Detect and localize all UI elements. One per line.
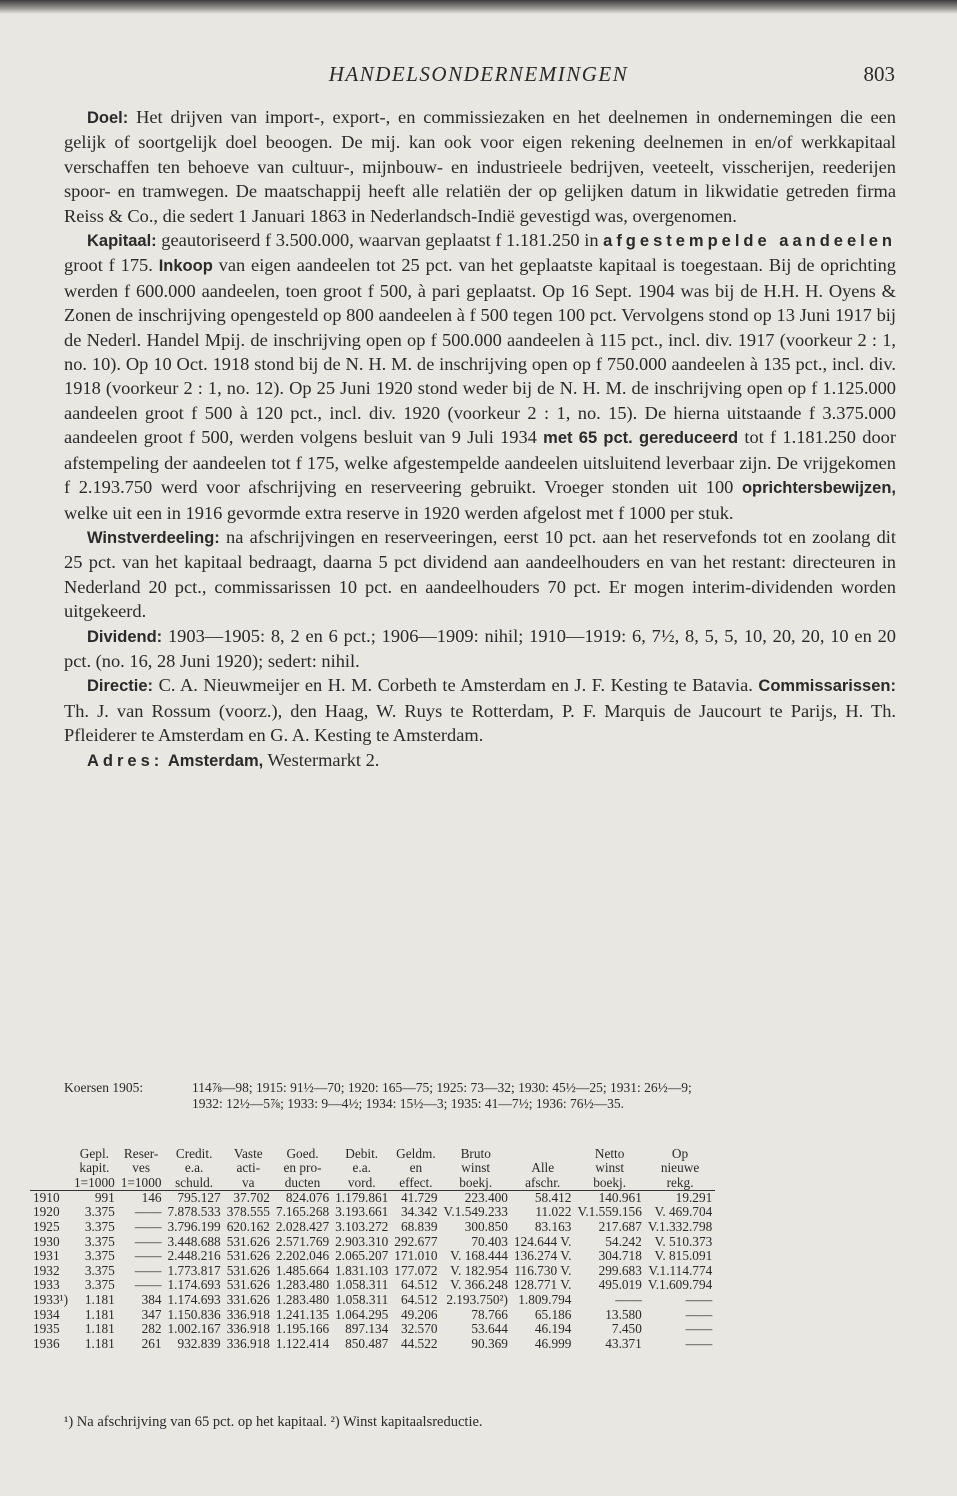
winst-text: na afschrijvingen en reserveeringen, eerst 10 pct. aan het reservefonds tot en zoolang dit 25 pct. van het kapitaal bedraagt, daarna 5 pct dividend aan aandeelhouders en van het restant: directeuren in Nederland 20 pct., commissarissen 10 pct. en aandeelhouders 70 pct. Er mogen interim-dividenden worden uitgekeerd.	[64, 526, 896, 622]
table-cell: 140.961	[598, 1189, 642, 1205]
column-header-line: vord.	[347, 1174, 376, 1190]
table-cell: 932.839	[177, 1335, 221, 1351]
table-cell: 2.065.207	[335, 1248, 389, 1264]
column-header	[118, 1147, 165, 1190]
table-cell: 1.058.311	[335, 1292, 389, 1308]
table-cell: 331.626	[226, 1292, 270, 1308]
table-cell: 70.403	[471, 1233, 508, 1249]
table-cell: ——	[685, 1306, 713, 1322]
koersen-block	[64, 1080, 904, 1112]
table-cell: 824.076	[285, 1189, 330, 1205]
column-header	[30, 1147, 71, 1190]
column-header-line: Op	[671, 1146, 689, 1161]
column-header-line: Goed.	[286, 1146, 319, 1161]
table-cell: 37.702	[233, 1189, 270, 1205]
table-cell: 3.375	[84, 1248, 115, 1264]
column-header-line: Netto	[594, 1146, 625, 1161]
table-cell: 13.580	[605, 1306, 642, 1322]
dividend-paragraph	[64, 624, 896, 674]
row-year: 1910	[33, 1189, 60, 1205]
kapitaal-text-4: tot f 1.181.250 door afstempeling der aandeelen tot f 175, welke afgestempelde aandeelen uitsluitend leverbaar zijn. De vrijgekomen f 2.193.750 werd voor afschrijving en reserveering gebruikt. Vroeger stonden uit 100	[64, 427, 896, 498]
table-cell: 1.283.480	[275, 1277, 330, 1293]
table-cell: 2.202.046	[275, 1248, 330, 1264]
column-header	[273, 1147, 332, 1190]
column-header-line: ves	[132, 1160, 150, 1176]
table-cell: 1.809.794	[518, 1292, 572, 1308]
directie-text: C. A. Nieuwmeijer en H. M. Corbeth te Amsterdam en J. F. Kesting te Batavia.	[158, 675, 753, 696]
kapitaal-text-3: van eigen aandeelen tot 25 pct. van het geplaatste kapitaal is toegestaan. Bij de oprichting werden f 600.000 aandeelen, toen groot f 500, à pari geplaatst. Op 16 Sept. 1904 was bij de H.H. H. Oyens & Zonen de inschrijving opengesteld op 800 aandeelen à f 500 tegen 100 pct. Vervolgens stond op 13 Juni 1917 bij de Nederl. Handel Mpij. de inschrijving open op f 500.000 aandeelen à 115 pct., incl. div. 1917 (voorkeur 2 : 1, no. 10). Op 10 Oct. 1918 stond bij de N. H. M. de inschrijving open op f 750.000 aandeelen à 135 pct., incl. div. 1918 (voorkeur 2 : 1, no. 12). Op 25 Juni 1920 stond weder bij de N. H. M. de inschrijving open op f 1.125.000 aandeelen groot f 500 à 120 pct., incl. div. 1920 (voorkeur 2 : 1, no. 15). De hierna uitstaande f 3.375.000 aandeelen groot f 500, werden volgens besluit van 9 Juli 1934	[64, 255, 896, 448]
table-cell: 336.918	[226, 1335, 270, 1351]
table-cell: 2.028.427	[275, 1219, 330, 1235]
doel-paragraph	[64, 105, 896, 228]
column-header-line: en pro-	[283, 1160, 322, 1176]
table-cell: 1.181	[84, 1321, 115, 1337]
row-year: 1934	[33, 1306, 60, 1322]
table-cell: 1.283.480	[275, 1292, 330, 1308]
koersen-label: Koersen 1905:	[64, 1080, 144, 1095]
table-cell: 1.181	[84, 1292, 115, 1308]
table-cell: 7.878.533	[167, 1204, 221, 1220]
table-cell: 850.487	[345, 1335, 389, 1351]
table-cell: 64.512	[400, 1277, 438, 1293]
column-header-line: Geldm.	[396, 1146, 436, 1161]
oprichters-label: oprichtersbewijzen,	[741, 479, 896, 498]
doel-label: Doel:	[87, 109, 129, 127]
table-row	[30, 1278, 715, 1293]
table-cell: V.1.609.794	[647, 1277, 713, 1293]
table-cell: ——	[134, 1277, 162, 1293]
column-header-line: va	[242, 1174, 255, 1190]
table-cell: 46.999	[534, 1335, 572, 1351]
page-header	[0, 60, 957, 90]
column-header-line: rekg.	[666, 1174, 694, 1190]
financial-table-body	[30, 1190, 715, 1351]
kapitaal-paragraph	[64, 228, 896, 525]
column-header	[511, 1147, 575, 1190]
running-title: HANDELSONDERNEMINGEN	[328, 62, 629, 86]
dividend-label: Dividend:	[87, 627, 163, 646]
table-cell: 1.181	[84, 1335, 115, 1351]
table-cell: 1.181	[84, 1306, 115, 1322]
table-cell: V. 168.444	[450, 1248, 508, 1264]
table-cell: 2.903.310	[335, 1233, 389, 1249]
met-label: met 65 pct. gereduceerd	[543, 429, 739, 448]
table-cell: ——	[615, 1292, 642, 1308]
table-row	[30, 1190, 715, 1205]
financial-table	[30, 1147, 715, 1351]
table-cell: 282	[141, 1321, 162, 1337]
table-cell: 11.022	[535, 1204, 572, 1220]
doel-text: Het drijven van import-, export-, en commissiezaken en het deelnemen in ondernemingen die een gelijk of soortgelijk doel beoogen. De mij. kan ook voor eigen rekening deelnemen in en/of werkkapitaal verschaffen ten behoeve van cultuur-, mijnbouw- en industrieele bedrijven, veeteelt, visscherijen, reederijen spoor- en tramwegen. De maatschappij heeft alle relatiën der op gelijken datum in likwidatie getreden firma Reiss & Co., die sedert 1 Januari 1863 in Nederlandsch-Indië gevestigd was, overgenomen.	[64, 107, 896, 226]
directie-label: Directie:	[87, 677, 154, 696]
table-cell: 65.186	[534, 1306, 572, 1322]
table-cell: V. 469.704	[654, 1204, 713, 1220]
table-cell: V.1.549.233	[443, 1204, 508, 1220]
row-year: 1925	[33, 1219, 60, 1235]
table-cell: 3.375	[84, 1277, 115, 1293]
table-cell: 1.174.693	[167, 1292, 221, 1308]
row-year: 1935	[33, 1321, 60, 1337]
footnote: ¹) Na afschrijving van 65 pct. op het kapitaal. ²) Winst kapitaalsreductie.	[64, 1414, 483, 1430]
table-cell: 53.644	[471, 1321, 508, 1337]
table-cell: 7.450	[611, 1321, 642, 1337]
table-cell: 19.291	[675, 1189, 713, 1205]
column-header	[574, 1147, 644, 1190]
column-header	[332, 1147, 391, 1190]
table-cell: ——	[134, 1204, 162, 1220]
table-cell: 347	[141, 1306, 162, 1322]
column-header-line: winst	[461, 1160, 491, 1176]
table-cell: 292.677	[394, 1233, 438, 1249]
table-cell: 2.448.216	[167, 1248, 221, 1264]
column-header-line: en	[409, 1160, 423, 1176]
column-header-line: Reser-	[123, 1146, 159, 1161]
adres-text: Westermarkt 2.	[267, 749, 380, 770]
row-year: 1936	[33, 1335, 60, 1351]
row-year: 1933¹)	[33, 1292, 69, 1308]
table-cell: 1.002.167	[167, 1321, 221, 1337]
table-cell: 58.412	[534, 1189, 572, 1205]
table-cell: 378.555	[226, 1204, 270, 1220]
column-header-line: 1=1000	[120, 1174, 162, 1190]
koersen-line-2: 1932: 12½—5⅞; 1933: 9—4½; 1934: 15½—3; 1935: 41—7½; 1936: 76½—35.	[192, 1096, 625, 1111]
table-cell: 531.626	[226, 1262, 270, 1278]
column-header-line: e.a.	[184, 1160, 204, 1176]
table-cell: 991	[94, 1189, 115, 1205]
table-cell: 177.072	[394, 1262, 438, 1278]
column-header-line: Gepl.	[79, 1146, 109, 1161]
table-cell: ——	[134, 1233, 162, 1249]
commissarissen-text: Th. J. van Rossum (voorz.), den Haag, W. Ruys te Rotterdam, P. F. Marquis de Jaucourt te Parijs, H. Th. Pfleiderer te Amsterdam en G. A. Kesting te Amsterdam.	[64, 700, 896, 746]
column-header-line: ducten	[284, 1174, 321, 1190]
kapitaal-label: Kapitaal:	[87, 232, 157, 251]
table-row	[30, 1308, 715, 1323]
column-header-line: winst	[595, 1160, 625, 1176]
table-cell: 34.342	[400, 1204, 438, 1220]
table-cell: V.1.114.774	[648, 1262, 713, 1278]
column-header	[224, 1147, 273, 1190]
table-cell: ——	[134, 1219, 162, 1235]
table-cell: 1.058.311	[335, 1277, 389, 1293]
table-cell: 1.241.135	[275, 1306, 330, 1322]
row-year: 1920	[33, 1204, 60, 1220]
winst-label: Winstverdeeling:	[87, 528, 220, 547]
table-cell: 261	[141, 1335, 162, 1351]
table-cell: 223.400	[464, 1189, 508, 1205]
table-cell: ——	[134, 1262, 162, 1278]
column-header-line: boekj.	[593, 1174, 627, 1190]
table-cell: 3.796.199	[167, 1219, 221, 1235]
table-cell: 217.687	[598, 1219, 642, 1235]
table-cell: 1.174.693	[167, 1277, 221, 1293]
table-row	[30, 1205, 715, 1220]
table-cell: 78.766	[471, 1306, 508, 1322]
table-cell: 531.626	[226, 1277, 270, 1293]
table-cell: 384	[141, 1292, 162, 1308]
table-cell: 3.375	[84, 1262, 115, 1278]
table-cell: 299.683	[598, 1262, 642, 1278]
table-cell: 171.010	[394, 1248, 438, 1264]
table-cell: 3.375	[84, 1204, 115, 1220]
column-header-line: e.a.	[352, 1160, 371, 1176]
row-year: 1932	[33, 1262, 60, 1278]
table-cell: 136.274 V.	[513, 1248, 572, 1264]
table-cell: 2.571.769	[275, 1233, 330, 1249]
table-cell: V.1.332.798	[647, 1219, 713, 1235]
table-cell: ——	[685, 1335, 713, 1351]
winst-paragraph	[64, 525, 896, 624]
row-year: 1933	[33, 1277, 60, 1293]
koersen-line-1: 114⅞—98; 1915: 91½—70; 1920: 165—75; 1925: 73—32; 1930: 45½—25; 1931: 26½—9;	[192, 1080, 692, 1095]
column-header-line: nieuwe	[660, 1160, 700, 1176]
dividend-text: 1903—1905: 8, 2 en 6 pct.; 1906—1909: nihil; 1910—1919: 6, 7½, 8, 5, 5, 10, 20, 20, 10 en 20 pct. (no. 16, 28 Juni 1920); sedert: nihil.	[64, 625, 896, 671]
table-cell: ——	[685, 1321, 713, 1337]
kapitaal-spaced: afgestempelde aandeelen	[603, 232, 896, 251]
commissarissen-label: Commissarissen:	[758, 677, 896, 696]
table-cell: ——	[134, 1248, 162, 1264]
kapitaal-text-2: groot f 175.	[64, 255, 153, 276]
table-row	[30, 1337, 715, 1352]
table-row	[30, 1264, 715, 1279]
table-cell: V. 366.248	[450, 1277, 508, 1293]
table-cell: 1.064.295	[335, 1306, 389, 1322]
adres-label: Adres:	[87, 751, 164, 770]
column-header-line: acti-	[236, 1160, 261, 1176]
table-cell: 3.448.688	[167, 1233, 221, 1249]
table-cell: V. 815.091	[654, 1248, 713, 1264]
table-cell: 43.371	[605, 1335, 642, 1351]
table-cell: 49.206	[400, 1306, 438, 1322]
table-cell: 1.485.664	[275, 1262, 330, 1278]
table-cell: 304.718	[598, 1248, 642, 1264]
column-header-line: Vaste	[233, 1146, 263, 1161]
adres-city: Amsterdam,	[167, 751, 264, 770]
table-row	[30, 1220, 715, 1235]
row-year: 1931	[33, 1248, 60, 1264]
column-header-line: schuld.	[175, 1174, 214, 1190]
table-cell: 64.512	[400, 1292, 438, 1308]
table-cell: ——	[685, 1292, 713, 1308]
table-cell: 54.242	[605, 1233, 642, 1249]
table-cell: 1.831.103	[335, 1262, 389, 1278]
column-header	[645, 1147, 715, 1190]
table-cell: 1.122.414	[275, 1335, 330, 1351]
table-cell: 336.918	[226, 1306, 270, 1322]
table-cell: V. 182.954	[450, 1262, 508, 1278]
column-header-line: kapit.	[79, 1160, 110, 1176]
table-cell: 146	[141, 1189, 162, 1205]
table-cell: 128.771 V.	[513, 1277, 572, 1293]
table-cell: 41.729	[400, 1189, 438, 1205]
table-cell: 3.193.661	[335, 1204, 389, 1220]
financial-table-header	[30, 1147, 715, 1190]
column-header-line: boekj.	[459, 1174, 493, 1190]
table-cell: 1.773.817	[167, 1262, 221, 1278]
column-header-line: afschr.	[525, 1174, 561, 1190]
page-number: 803	[863, 62, 895, 86]
column-header-line: Debit.	[345, 1146, 379, 1161]
column-header-line: Credit.	[175, 1146, 213, 1161]
table-cell: 1.150.836	[167, 1306, 221, 1322]
table-cell: 124.644 V.	[513, 1233, 572, 1249]
table-cell: 531.626	[226, 1233, 270, 1249]
table-cell: 1.179.861	[335, 1189, 389, 1205]
table-cell: 7.165.268	[275, 1204, 330, 1220]
kapitaal-text-5: welke uit een in 1916 gevormde extra reserve in 1920 werden afgelost met f 1000 per stuk.	[64, 502, 734, 523]
table-cell: 3.103.272	[335, 1219, 389, 1235]
table-cell: 46.194	[534, 1321, 572, 1337]
column-header	[165, 1147, 224, 1190]
table-cell: 68.839	[400, 1219, 438, 1235]
kapitaal-text-1: geautoriseerd f 3.500.000, waarvan geplaatst f 1.181.250 in	[161, 230, 599, 251]
column-header	[71, 1147, 118, 1190]
table-cell: 2.193.750²)	[446, 1292, 508, 1308]
table-cell: 32.570	[400, 1321, 438, 1337]
table-row	[30, 1235, 715, 1250]
directie-paragraph	[64, 673, 896, 747]
table-cell: 531.626	[226, 1248, 270, 1264]
table-cell: 83.163	[534, 1219, 572, 1235]
table-cell: 897.134	[345, 1321, 389, 1337]
table-row	[30, 1322, 715, 1337]
column-header	[391, 1147, 440, 1190]
table-cell: 44.522	[400, 1335, 438, 1351]
table-cell: 3.375	[84, 1233, 115, 1249]
column-header-line: 1=1000	[74, 1174, 115, 1190]
table-cell: V. 510.373	[654, 1233, 713, 1249]
column-header-line: effect.	[399, 1174, 433, 1190]
koersen-values	[192, 1080, 892, 1112]
main-text	[64, 105, 896, 773]
inkoop-label: Inkoop	[158, 257, 213, 276]
column-header-line: Bruto	[460, 1146, 491, 1161]
table-cell: 495.019	[598, 1277, 642, 1293]
header-row	[30, 1147, 715, 1190]
table-cell: 90.369	[471, 1335, 508, 1351]
column-header	[441, 1147, 511, 1190]
table-row	[30, 1293, 715, 1308]
table-cell: 795.127	[177, 1189, 221, 1205]
table-cell: 1.195.166	[275, 1321, 330, 1337]
table-cell: V.1.559.156	[577, 1204, 642, 1220]
table-cell: 620.162	[226, 1219, 270, 1235]
table-cell: 116.730 V.	[514, 1262, 572, 1278]
table-cell: 300.850	[464, 1219, 508, 1235]
adres-paragraph	[64, 748, 896, 773]
table-cell: 336.918	[226, 1321, 270, 1337]
table-row	[30, 1249, 715, 1264]
table-cell: 3.375	[84, 1219, 115, 1235]
column-header-line: Alle	[531, 1160, 555, 1176]
row-year: 1930	[33, 1233, 60, 1249]
